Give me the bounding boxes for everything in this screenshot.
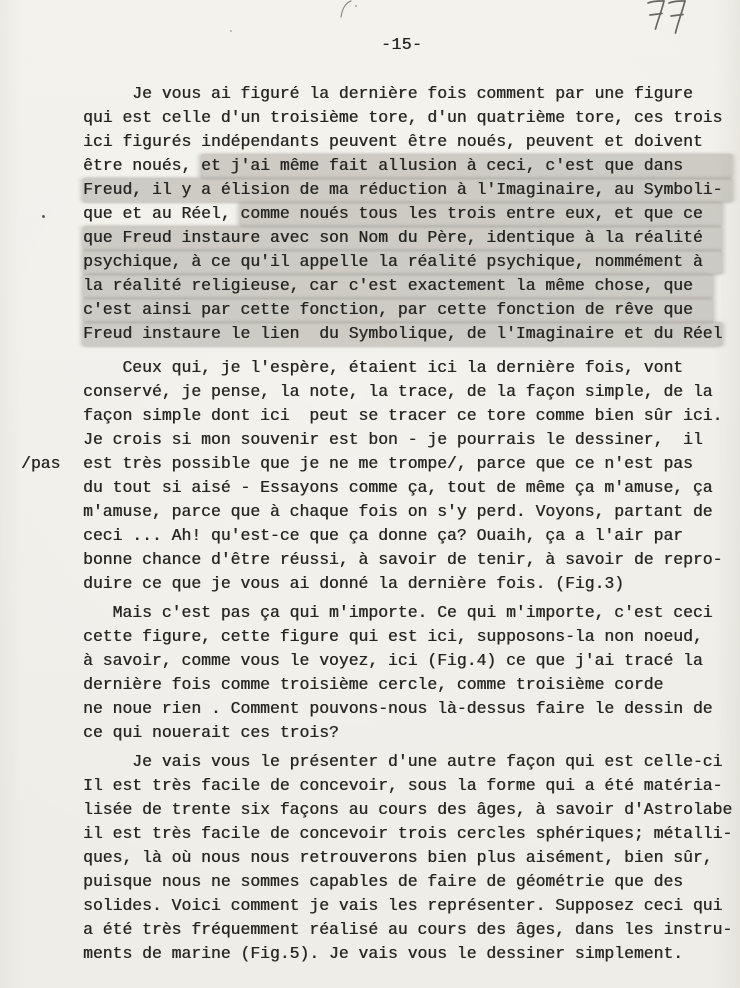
text-segment: à savoir, comme vous le voyez, ici (Fig.4) ce que j'ai tracé la xyxy=(83,651,703,670)
text-segment: cette figure, cette figure qui est ici, supposons-la non noeud, xyxy=(83,627,703,646)
text-line xyxy=(83,774,740,798)
text-line xyxy=(83,548,740,572)
text-line xyxy=(83,524,740,548)
text-segment: est très possible que je ne me trompe/, parce que ce n'est pas xyxy=(83,454,693,473)
text-segment: dernière fois comme troisième cercle, comme troisième corde xyxy=(83,675,664,694)
text-line xyxy=(83,721,740,745)
text-segment: ques, là où nous nous retrouverons bien plus aisément, bien sûr, xyxy=(83,848,713,867)
text-line xyxy=(83,822,740,846)
ink-speck xyxy=(42,215,45,218)
text-segment: ici figurés indépendants peuvent être noués, peuvent et doivent xyxy=(83,132,703,151)
highlighted-text: et j'ai même fait allusion à ceci, c'est que dans xyxy=(201,154,732,178)
text-line xyxy=(83,846,740,870)
highlighted-text: Freud, il y a élision de ma réduction à l'Imaginaire, au Symboli- xyxy=(83,178,732,202)
text-line xyxy=(83,130,740,154)
text-segment: qui est celle d'un troisième tore, d'un quatrième tore, ces trois xyxy=(83,108,723,127)
text-segment: conservé, je pense, la note, la trace, de la façon simple, de la xyxy=(83,382,713,401)
text-line xyxy=(83,673,740,697)
text-line xyxy=(83,918,740,942)
paragraph xyxy=(83,82,740,346)
text-segment: être noués, xyxy=(83,156,202,175)
margin-note: /pas xyxy=(21,454,61,473)
text-line xyxy=(83,106,740,130)
text-line xyxy=(83,942,740,966)
text-segment: ce qui nouerait ces trois? xyxy=(83,723,339,742)
highlighted-text: comme noués tous les trois entre eux, et que ce xyxy=(240,202,722,226)
text-line xyxy=(83,894,740,918)
text-segment: solides. Voici comment je vais les représenter. Supposez ceci qui xyxy=(83,896,723,915)
text-line xyxy=(83,298,740,322)
ink-speck xyxy=(230,30,232,32)
text-line xyxy=(83,178,740,202)
text-line xyxy=(83,476,740,500)
text-segment: il est très facile de concevoir trois cercles sphériques; métalli- xyxy=(83,824,733,843)
text-segment: Je crois si mon souvenir est bon - je pourrais le dessiner, il xyxy=(83,430,703,449)
text-segment: lisée de trente six façons au cours des âges, à savoir d'Astrolabe xyxy=(83,800,733,819)
text-segment: du tout si aisé - Essayons comme ça, tout de même ça m'amuse, ça xyxy=(83,478,713,497)
text-segment: m'amuse, parce que à chaque fois on s'y perd. Voyons, partant de xyxy=(83,502,713,521)
paragraph xyxy=(83,356,740,596)
text-line xyxy=(83,697,740,721)
text-line xyxy=(83,452,740,476)
text-line xyxy=(83,601,740,625)
text-line xyxy=(83,250,740,274)
text-segment: a été très fréquemment réalisé au cours des âges, dans les instru- xyxy=(83,920,733,939)
text-line xyxy=(83,500,740,524)
page-number: -15- xyxy=(381,35,423,54)
text-segment: ne noue rien . Comment pouvons-nous là-dessus faire le dessin de xyxy=(83,699,713,718)
text-segment: duire ce que je vous ai donné la dernière fois. (Fig.3) xyxy=(83,574,624,593)
pen-stroke-mark xyxy=(334,0,368,22)
text-segment: ceci ... Ah! qu'est-ce que ça donne ça? Ouaih, ça a l'air par xyxy=(83,526,683,545)
text-line xyxy=(83,154,740,178)
text-line xyxy=(83,404,740,428)
text-segment: Il est très facile de concevoir, sous la forme qui a été matéria- xyxy=(83,776,723,795)
highlighted-text: que Freud instaure avec son Nom du Père, identique à la réalité xyxy=(83,226,722,250)
text-segment: Je vous ai figuré la dernière fois comment par une figure xyxy=(83,84,693,103)
text-segment: bonne chance d'être réussi, à savoir de tenir, à savoir de repro- xyxy=(83,550,723,569)
text-segment: Mais c'est pas ça qui m'importe. Ce qui m'importe, c'est ceci xyxy=(83,603,713,622)
text-line xyxy=(83,649,740,673)
highlighted-text: la réalité religieuse, car c'est exactement la même chose, que xyxy=(83,274,713,298)
highlighted-text: c'est ainsi par cette fonction, par cette fonction de rêve que xyxy=(83,298,713,322)
text-line xyxy=(83,356,740,380)
text-line xyxy=(83,750,740,774)
text-segment: façon simple dont ici peut se tracer ce tore comme bien sûr ici. xyxy=(83,406,723,425)
paragraph xyxy=(83,750,740,966)
text-segment: Ceux qui, je l'espère, étaient ici la dernière fois, vont xyxy=(83,358,683,377)
text-line xyxy=(83,870,740,894)
text-segment: puisque nous ne sommes capables de faire de géométrie que des xyxy=(83,872,683,891)
text-line xyxy=(83,226,740,250)
text-segment: que et au Réel, xyxy=(83,204,241,223)
highlighted-text: psychique, à ce qu'il appelle la réalité psychique, nommément à xyxy=(83,250,722,274)
paragraph xyxy=(83,601,740,745)
text-segment: Je vais vous le présenter d'une autre façon qui est celle-ci xyxy=(83,752,723,771)
text-line xyxy=(83,274,740,298)
text-line xyxy=(83,380,740,404)
text-line xyxy=(83,798,740,822)
document-body xyxy=(83,82,740,966)
text-line xyxy=(83,625,740,649)
text-line xyxy=(83,202,740,226)
highlighted-text: Freud instaure le lien du Symbolique, de l'Imaginaire et du Réel xyxy=(83,322,722,346)
text-line xyxy=(83,428,740,452)
text-segment: ments de marine (Fig.5). Je vais vous le dessiner simplement. xyxy=(83,944,683,963)
text-line xyxy=(83,572,740,596)
text-line xyxy=(83,82,740,106)
folio-number-handwritten xyxy=(645,0,705,50)
text-line xyxy=(83,322,740,346)
